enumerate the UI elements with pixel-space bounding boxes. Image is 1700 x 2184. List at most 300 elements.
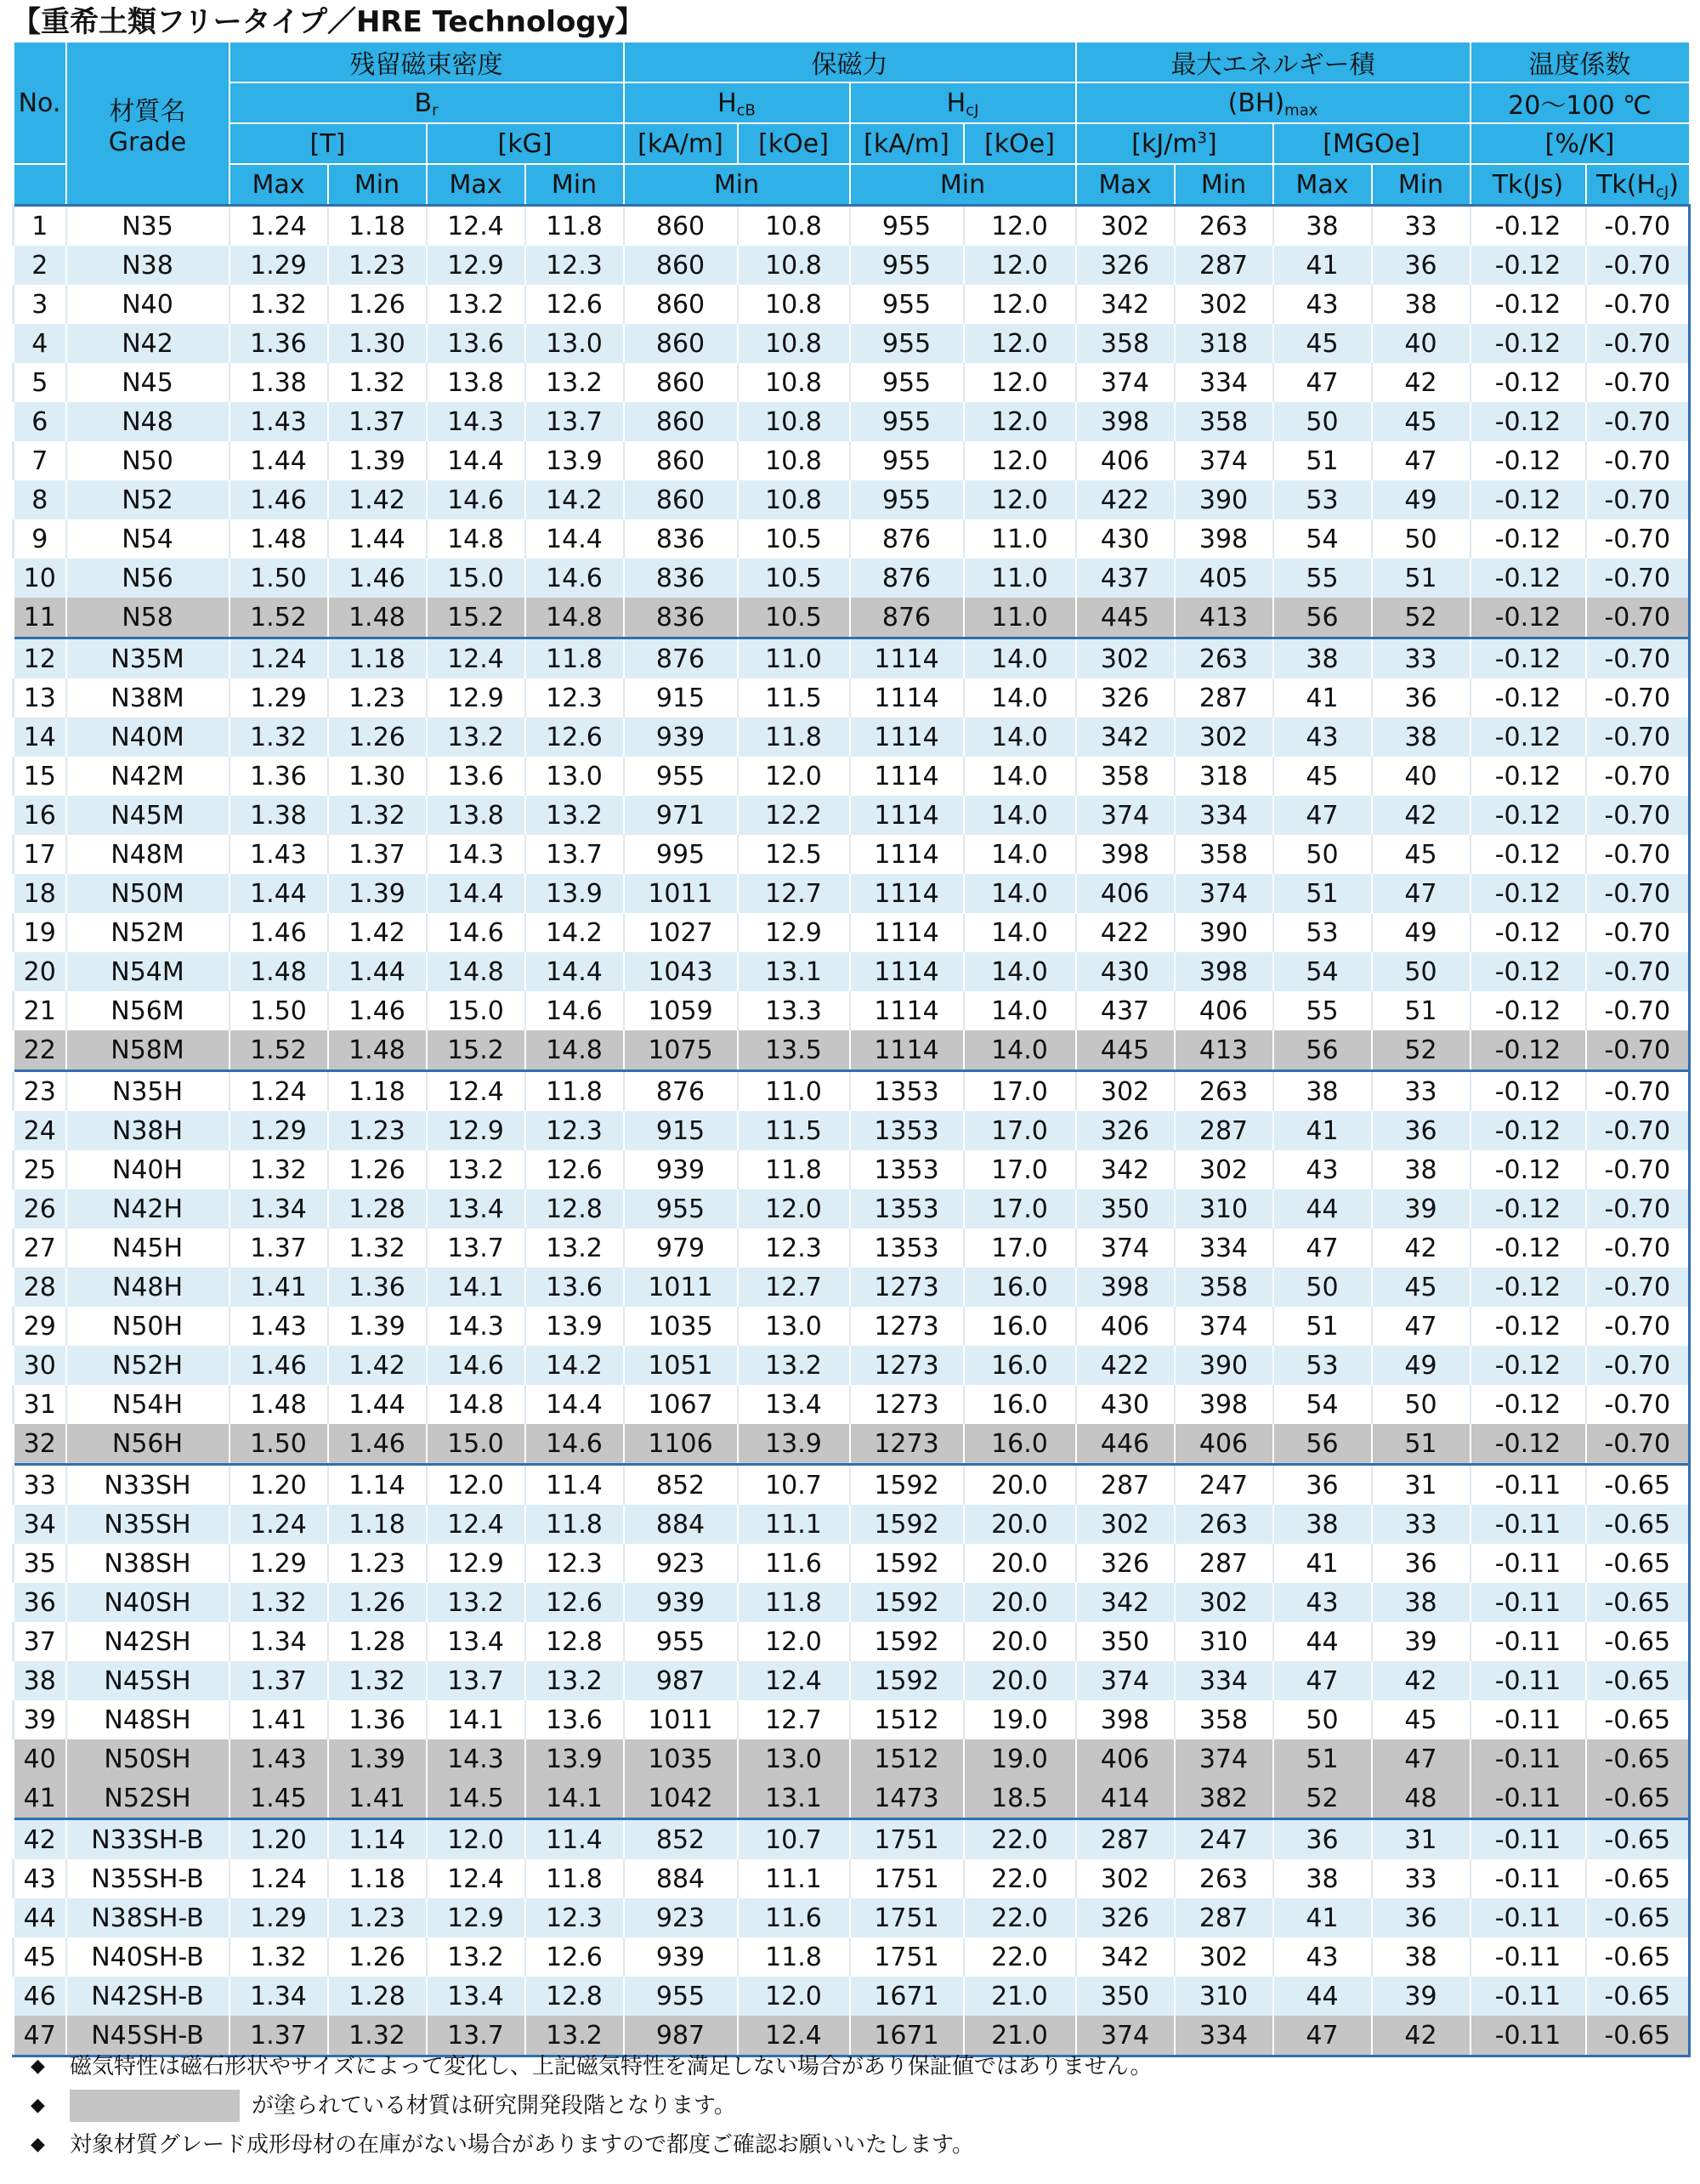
cell-br-t-min: 1.28 <box>328 1977 427 2016</box>
cell-bh-kj-max: 374 <box>1076 1661 1175 1700</box>
cell-br-t-min: 1.44 <box>328 952 427 991</box>
cell-hcj-kam: 1114 <box>850 913 964 952</box>
cell-hcb-kam: 987 <box>624 2016 738 2056</box>
cell-br-kg-min: 13.7 <box>525 402 624 441</box>
cell-bh-kj-min: 263 <box>1175 206 1273 247</box>
cell-bh-mgoe-max: 50 <box>1273 835 1372 874</box>
cell-br-t-min: 1.23 <box>328 678 427 718</box>
cell-bh-mgoe-max: 43 <box>1273 1937 1372 1977</box>
cell-br-kg-max: 12.4 <box>427 638 525 679</box>
table-row <box>14 913 1690 952</box>
cell-bh-mgoe-min: 39 <box>1372 1189 1470 1228</box>
cell-br-t-min: 1.14 <box>328 1465 427 1506</box>
cell-bh-mgoe-min: 45 <box>1372 835 1470 874</box>
cell-br-t-max: 1.29 <box>230 246 328 285</box>
cell-hcb-kam: 955 <box>624 1189 738 1228</box>
table-row <box>14 1700 1690 1739</box>
cell-bh-kj-min: 334 <box>1175 1228 1273 1268</box>
header-bh-mgoe-min: Min <box>1372 164 1470 206</box>
cell-br-kg-min: 14.4 <box>525 952 624 991</box>
cell-br-kg-min: 13.9 <box>525 1739 624 1778</box>
cell-tk-hcj: -0.70 <box>1586 991 1690 1030</box>
cell-bh-mgoe-min: 45 <box>1372 1700 1470 1739</box>
cell-hcb-kam: 1035 <box>624 1307 738 1346</box>
cell-tk-hcj: -0.70 <box>1586 1307 1690 1346</box>
cell-hcj-koe: 12.0 <box>964 402 1076 441</box>
cell-bh-kj-max: 326 <box>1076 1898 1175 1937</box>
cell-bh-mgoe-max: 45 <box>1273 757 1372 796</box>
cell-bh-mgoe-min: 49 <box>1372 480 1470 519</box>
cell-grade: N42M <box>66 757 230 796</box>
cell-br-t-min: 1.26 <box>328 285 427 324</box>
cell-bh-kj-max: 406 <box>1076 1307 1175 1346</box>
cell-hcb-koe: 10.8 <box>738 324 850 363</box>
cell-bh-kj-min: 302 <box>1175 1150 1273 1189</box>
cell-no: 34 <box>14 1505 66 1544</box>
cell-grade: N56 <box>66 559 230 598</box>
cell-bh-kj-max: 358 <box>1076 324 1175 363</box>
cell-no: 33 <box>14 1465 66 1506</box>
cell-bh-kj-max: 302 <box>1076 206 1175 247</box>
cell-grade: N45SH <box>66 1661 230 1700</box>
header-br-kg-max: Max <box>427 164 525 206</box>
table-row <box>14 874 1690 913</box>
cell-br-kg-min: 13.7 <box>525 835 624 874</box>
cell-hcj-koe: 12.0 <box>964 285 1076 324</box>
cell-grade: N58M <box>66 1030 230 1071</box>
cell-br-t-min: 1.26 <box>328 1583 427 1622</box>
cell-bh-kj-min: 374 <box>1175 1307 1273 1346</box>
cell-bh-kj-min: 302 <box>1175 1583 1273 1622</box>
cell-hcb-koe: 13.1 <box>738 1778 850 1819</box>
cell-bh-mgoe-max: 38 <box>1273 206 1372 247</box>
cell-tk-js: -0.12 <box>1470 441 1586 480</box>
table-row <box>14 1505 1690 1544</box>
cell-bh-kj-max: 414 <box>1076 1778 1175 1819</box>
cell-br-t-min: 1.48 <box>328 1030 427 1071</box>
notes <box>12 2047 1688 2164</box>
cell-tk-js: -0.12 <box>1470 913 1586 952</box>
cell-bh-kj-min: 374 <box>1175 1739 1273 1778</box>
cell-no: 29 <box>14 1307 66 1346</box>
cell-br-t-max: 1.29 <box>230 1544 328 1583</box>
cell-bh-kj-min: 318 <box>1175 324 1273 363</box>
cell-br-t-max: 1.34 <box>230 1977 328 2016</box>
cell-br-t-max: 1.46 <box>230 480 328 519</box>
cell-hcb-kam: 876 <box>624 638 738 679</box>
cell-no: 22 <box>14 1030 66 1071</box>
cell-hcb-koe: 11.6 <box>738 1898 850 1937</box>
cell-tk-js: -0.11 <box>1470 1859 1586 1898</box>
cell-br-t-min: 1.26 <box>328 1937 427 1977</box>
cell-hcb-kam: 1011 <box>624 1268 738 1307</box>
cell-hcj-koe: 20.0 <box>964 1583 1076 1622</box>
cell-hcj-kam: 1512 <box>850 1700 964 1739</box>
cell-br-t-max: 1.43 <box>230 1307 328 1346</box>
cell-bh-kj-max: 445 <box>1076 598 1175 638</box>
cell-br-kg-min: 12.6 <box>525 1583 624 1622</box>
cell-grade: N54 <box>66 519 230 559</box>
cell-grade: N56M <box>66 991 230 1030</box>
cell-tk-js: -0.11 <box>1470 1977 1586 2016</box>
cell-br-kg-min: 13.2 <box>525 363 624 402</box>
table-row <box>14 480 1690 519</box>
cell-br-kg-max: 14.4 <box>427 441 525 480</box>
cell-bh-mgoe-min: 39 <box>1372 1622 1470 1661</box>
cell-br-t-min: 1.32 <box>328 796 427 835</box>
cell-bh-kj-max: 302 <box>1076 638 1175 679</box>
table-row <box>14 796 1690 835</box>
cell-bh-kj-min: 287 <box>1175 246 1273 285</box>
cell-grade: N54H <box>66 1385 230 1424</box>
cell-no: 38 <box>14 1661 66 1700</box>
cell-bh-kj-min: 302 <box>1175 1937 1273 1977</box>
cell-no: 40 <box>14 1739 66 1778</box>
cell-bh-mgoe-max: 47 <box>1273 363 1372 402</box>
cell-no: 37 <box>14 1622 66 1661</box>
cell-grade: N56H <box>66 1424 230 1465</box>
cell-br-t-min: 1.23 <box>328 1111 427 1150</box>
cell-hcb-koe: 10.7 <box>738 1819 850 1860</box>
cell-bh-kj-max: 374 <box>1076 2016 1175 2056</box>
cell-hcb-koe: 11.6 <box>738 1544 850 1583</box>
cell-br-kg-max: 15.0 <box>427 991 525 1030</box>
cell-br-kg-max: 15.0 <box>427 559 525 598</box>
cell-tk-hcj: -0.65 <box>1586 1819 1690 1860</box>
cell-tk-js: -0.11 <box>1470 1505 1586 1544</box>
cell-hcb-koe: 12.4 <box>738 1661 850 1700</box>
cell-no: 11 <box>14 598 66 638</box>
cell-hcj-kam: 1114 <box>850 757 964 796</box>
cell-grade: N48H <box>66 1268 230 1307</box>
cell-br-t-max: 1.52 <box>230 598 328 638</box>
cell-grade: N50H <box>66 1307 230 1346</box>
cell-tk-js: -0.12 <box>1470 206 1586 247</box>
cell-tk-js: -0.12 <box>1470 952 1586 991</box>
cell-no: 8 <box>14 480 66 519</box>
cell-tk-hcj: -0.70 <box>1586 559 1690 598</box>
cell-no: 14 <box>14 718 66 757</box>
cell-tk-js: -0.12 <box>1470 835 1586 874</box>
cell-bh-kj-max: 446 <box>1076 1424 1175 1465</box>
cell-hcj-koe: 17.0 <box>964 1189 1076 1228</box>
cell-br-t-min: 1.37 <box>328 835 427 874</box>
cell-hcj-kam: 1751 <box>850 1859 964 1898</box>
cell-hcb-kam: 876 <box>624 1071 738 1112</box>
table-row <box>14 598 1690 638</box>
cell-bh-kj-min: 263 <box>1175 1859 1273 1898</box>
cell-grade: N52 <box>66 480 230 519</box>
table-row <box>14 1819 1690 1860</box>
header-br-kg-min: Min <box>525 164 624 206</box>
cell-hcj-koe: 14.0 <box>964 1030 1076 1071</box>
cell-bh-mgoe-max: 43 <box>1273 1150 1372 1189</box>
cell-hcj-kam: 1114 <box>850 952 964 991</box>
cell-hcb-koe: 11.8 <box>738 1937 850 1977</box>
cell-bh-kj-max: 326 <box>1076 246 1175 285</box>
cell-br-t-max: 1.32 <box>230 1937 328 1977</box>
cell-br-kg-min: 13.9 <box>525 441 624 480</box>
cell-hcb-kam: 939 <box>624 1937 738 1977</box>
header-unit-kam-hcb: [kA/m] <box>624 123 738 164</box>
table-row <box>14 441 1690 480</box>
cell-br-kg-max: 14.6 <box>427 1346 525 1385</box>
cell-no: 12 <box>14 638 66 679</box>
header-bh-kj-min: Min <box>1175 164 1273 206</box>
cell-hcj-kam: 1273 <box>850 1385 964 1424</box>
cell-bh-mgoe-min: 31 <box>1372 1819 1470 1860</box>
cell-br-kg-min: 11.4 <box>525 1819 624 1860</box>
note-2-text: が塗られている材質は研究開発段階となります。 <box>252 2093 736 2119</box>
cell-bh-kj-max: 342 <box>1076 285 1175 324</box>
cell-bh-mgoe-max: 38 <box>1273 1071 1372 1112</box>
cell-hcj-koe: 17.0 <box>964 1071 1076 1112</box>
cell-br-t-max: 1.34 <box>230 1622 328 1661</box>
cell-br-kg-max: 14.8 <box>427 952 525 991</box>
cell-hcj-kam: 1353 <box>850 1228 964 1268</box>
cell-br-kg-max: 14.1 <box>427 1700 525 1739</box>
cell-no: 27 <box>14 1228 66 1268</box>
cell-hcj-kam: 955 <box>850 441 964 480</box>
cell-bh-kj-max: 430 <box>1076 519 1175 559</box>
table-row <box>14 402 1690 441</box>
cell-no: 26 <box>14 1189 66 1228</box>
cell-hcj-koe: 14.0 <box>964 638 1076 679</box>
cell-br-t-max: 1.41 <box>230 1268 328 1307</box>
cell-tk-js: -0.11 <box>1470 1819 1586 1860</box>
cell-tk-hcj: -0.70 <box>1586 638 1690 679</box>
cell-hcb-kam: 852 <box>624 1465 738 1506</box>
cell-br-t-min: 1.18 <box>328 638 427 679</box>
cell-br-kg-max: 14.3 <box>427 402 525 441</box>
cell-br-t-min: 1.36 <box>328 1268 427 1307</box>
cell-br-t-max: 1.24 <box>230 206 328 247</box>
header-unit-mgoe: [MGOe] <box>1273 123 1470 164</box>
note-2 <box>12 2086 1688 2125</box>
cell-bh-mgoe-min: 33 <box>1372 1071 1470 1112</box>
cell-hcb-kam: 860 <box>624 206 738 247</box>
cell-bh-mgoe-max: 51 <box>1273 1739 1372 1778</box>
cell-hcj-koe: 20.0 <box>964 1505 1076 1544</box>
cell-bh-mgoe-min: 33 <box>1372 638 1470 679</box>
cell-br-kg-max: 12.9 <box>427 1544 525 1583</box>
cell-br-t-min: 1.32 <box>328 2016 427 2056</box>
cell-hcb-kam: 1043 <box>624 952 738 991</box>
cell-grade: N48SH <box>66 1700 230 1739</box>
cell-br-kg-min: 13.9 <box>525 874 624 913</box>
cell-tk-js: -0.12 <box>1470 796 1586 835</box>
cell-hcb-koe: 12.7 <box>738 874 850 913</box>
cell-no: 7 <box>14 441 66 480</box>
cell-hcj-kam: 1273 <box>850 1424 964 1465</box>
cell-grade: N38SH-B <box>66 1898 230 1937</box>
cell-hcj-koe: 17.0 <box>964 1111 1076 1150</box>
cell-hcj-kam: 1592 <box>850 1661 964 1700</box>
cell-hcj-koe: 22.0 <box>964 1859 1076 1898</box>
cell-grade: N40SH <box>66 1583 230 1622</box>
cell-hcj-koe: 18.5 <box>964 1778 1076 1819</box>
cell-br-kg-min: 13.6 <box>525 1700 624 1739</box>
cell-no: 6 <box>14 402 66 441</box>
cell-hcb-kam: 836 <box>624 559 738 598</box>
cell-tk-js: -0.12 <box>1470 402 1586 441</box>
cell-bh-kj-min: 302 <box>1175 718 1273 757</box>
cell-br-kg-min: 12.8 <box>525 1977 624 2016</box>
cell-no: 28 <box>14 1268 66 1307</box>
bullet-diamond-icon: ◆ <box>31 2134 45 2155</box>
cell-hcj-kam: 1353 <box>850 1189 964 1228</box>
cell-br-kg-max: 13.6 <box>427 757 525 796</box>
cell-no: 25 <box>14 1150 66 1189</box>
cell-br-t-min: 1.18 <box>328 1859 427 1898</box>
cell-no: 47 <box>14 2016 66 2056</box>
cell-br-kg-min: 12.3 <box>525 1111 624 1150</box>
cell-br-kg-min: 14.2 <box>525 913 624 952</box>
cell-grade: N35SH-B <box>66 1859 230 1898</box>
cell-hcj-koe: 14.0 <box>964 835 1076 874</box>
cell-hcb-kam: 852 <box>624 1819 738 1860</box>
cell-hcb-kam: 1011 <box>624 874 738 913</box>
header-no: No. <box>14 42 66 164</box>
cell-tk-js: -0.12 <box>1470 1424 1586 1465</box>
cell-tk-js: -0.12 <box>1470 1150 1586 1189</box>
cell-bh-mgoe-max: 56 <box>1273 1030 1372 1071</box>
cell-bh-kj-min: 398 <box>1175 519 1273 559</box>
table-row <box>14 1465 1690 1506</box>
cell-hcj-kam: 1114 <box>850 874 964 913</box>
cell-br-kg-max: 14.5 <box>427 1778 525 1819</box>
cell-bh-kj-min: 302 <box>1175 285 1273 324</box>
cell-hcj-koe: 20.0 <box>964 1661 1076 1700</box>
table-row <box>14 952 1690 991</box>
cell-br-t-max: 1.46 <box>230 1346 328 1385</box>
cell-hcj-koe: 12.0 <box>964 324 1076 363</box>
cell-hcj-kam: 1592 <box>850 1544 964 1583</box>
cell-tk-hcj: -0.70 <box>1586 206 1690 247</box>
cell-hcj-koe: 12.0 <box>964 246 1076 285</box>
cell-bh-kj-min: 398 <box>1175 1385 1273 1424</box>
cell-br-t-max: 1.38 <box>230 796 328 835</box>
cell-no: 10 <box>14 559 66 598</box>
cell-no: 36 <box>14 1583 66 1622</box>
cell-bh-mgoe-max: 41 <box>1273 1544 1372 1583</box>
header-bh-mgoe-max: Max <box>1273 164 1372 206</box>
cell-bh-kj-min: 413 <box>1175 598 1273 638</box>
header-tk-hcj: $Tk(H_{cJ})$ <box>1586 164 1690 206</box>
cell-tk-js: -0.11 <box>1470 1544 1586 1583</box>
cell-bh-mgoe-min: 47 <box>1372 1739 1470 1778</box>
cell-bh-mgoe-max: 51 <box>1273 441 1372 480</box>
cell-hcb-kam: 860 <box>624 246 738 285</box>
cell-br-t-max: 1.48 <box>230 519 328 559</box>
cell-hcj-koe: 21.0 <box>964 2016 1076 2056</box>
cell-hcj-koe: 22.0 <box>964 1937 1076 1977</box>
cell-hcb-koe: 13.9 <box>738 1424 850 1465</box>
cell-hcb-koe: 10.8 <box>738 285 850 324</box>
cell-hcb-kam: 955 <box>624 1622 738 1661</box>
cell-tk-js: -0.11 <box>1470 2016 1586 2056</box>
cell-hcb-kam: 860 <box>624 402 738 441</box>
cell-br-t-max: 1.20 <box>230 1465 328 1506</box>
cell-tk-hcj: -0.65 <box>1586 1937 1690 1977</box>
table-row <box>14 757 1690 796</box>
cell-br-kg-min: 12.6 <box>525 718 624 757</box>
cell-bh-mgoe-max: 55 <box>1273 559 1372 598</box>
cell-hcj-kam: 1592 <box>850 1622 964 1661</box>
table-row <box>14 835 1690 874</box>
cell-hcb-koe: 11.0 <box>738 638 850 679</box>
cell-hcb-kam: 923 <box>624 1544 738 1583</box>
cell-tk-js: -0.11 <box>1470 1700 1586 1739</box>
cell-br-kg-min: 14.4 <box>525 519 624 559</box>
header-unit-koe-hcb: [kOe] <box>738 123 850 164</box>
cell-hcj-koe: 14.0 <box>964 991 1076 1030</box>
cell-hcb-koe: 10.8 <box>738 246 850 285</box>
cell-br-kg-max: 14.3 <box>427 1307 525 1346</box>
cell-hcb-kam: 923 <box>624 1898 738 1937</box>
cell-br-kg-max: 13.2 <box>427 1937 525 1977</box>
cell-br-t-min: 1.46 <box>328 991 427 1030</box>
cell-hcb-koe: 12.0 <box>738 757 850 796</box>
cell-br-t-max: 1.38 <box>230 363 328 402</box>
cell-tk-hcj: -0.70 <box>1586 480 1690 519</box>
cell-grade: N45SH-B <box>66 2016 230 2056</box>
header-grade <box>66 42 230 206</box>
cell-br-t-max: 1.44 <box>230 874 328 913</box>
cell-no: 18 <box>14 874 66 913</box>
cell-bh-mgoe-min: 47 <box>1372 1307 1470 1346</box>
cell-no: 42 <box>14 1819 66 1860</box>
cell-hcj-koe: 16.0 <box>964 1424 1076 1465</box>
cell-br-t-max: 1.48 <box>230 1385 328 1424</box>
cell-bh-mgoe-min: 38 <box>1372 285 1470 324</box>
cell-br-t-min: 1.18 <box>328 206 427 247</box>
cell-bh-mgoe-min: 38 <box>1372 1150 1470 1189</box>
cell-bh-mgoe-min: 36 <box>1372 1111 1470 1150</box>
cell-hcj-kam: 1353 <box>850 1150 964 1189</box>
cell-hcb-koe: 10.5 <box>738 519 850 559</box>
cell-hcb-kam: 1106 <box>624 1424 738 1465</box>
cell-hcb-koe: 11.5 <box>738 678 850 718</box>
cell-no: 45 <box>14 1937 66 1977</box>
cell-grade: N38SH <box>66 1544 230 1583</box>
cell-br-t-max: 1.32 <box>230 1583 328 1622</box>
cell-bh-kj-min: 247 <box>1175 1819 1273 1860</box>
cell-br-t-max: 1.20 <box>230 1819 328 1860</box>
table-row <box>14 1661 1690 1700</box>
cell-bh-kj-min: 247 <box>1175 1465 1273 1506</box>
cell-grade: N52H <box>66 1346 230 1385</box>
cell-br-kg-max: 12.4 <box>427 206 525 247</box>
cell-br-kg-max: 13.2 <box>427 718 525 757</box>
cell-bh-kj-max: 374 <box>1076 1228 1175 1268</box>
cell-hcj-kam: 955 <box>850 206 964 247</box>
cell-no: 9 <box>14 519 66 559</box>
cell-hcj-koe: 14.0 <box>964 678 1076 718</box>
cell-bh-kj-max: 287 <box>1076 1465 1175 1506</box>
cell-no: 46 <box>14 1977 66 2016</box>
header-unit-kjm3: $[kJ/m^3]$ <box>1076 123 1273 164</box>
cell-bh-kj-max: 342 <box>1076 1583 1175 1622</box>
cell-hcj-kam: 876 <box>850 559 964 598</box>
cell-bh-mgoe-max: 41 <box>1273 1111 1372 1150</box>
header-temp-title: 温度係数 <box>1470 42 1690 82</box>
cell-tk-hcj: -0.65 <box>1586 1739 1690 1778</box>
cell-hcb-koe: 11.8 <box>738 718 850 757</box>
cell-hcb-kam: 860 <box>624 285 738 324</box>
cell-br-t-max: 1.37 <box>230 1661 328 1700</box>
cell-tk-js: -0.12 <box>1470 718 1586 757</box>
